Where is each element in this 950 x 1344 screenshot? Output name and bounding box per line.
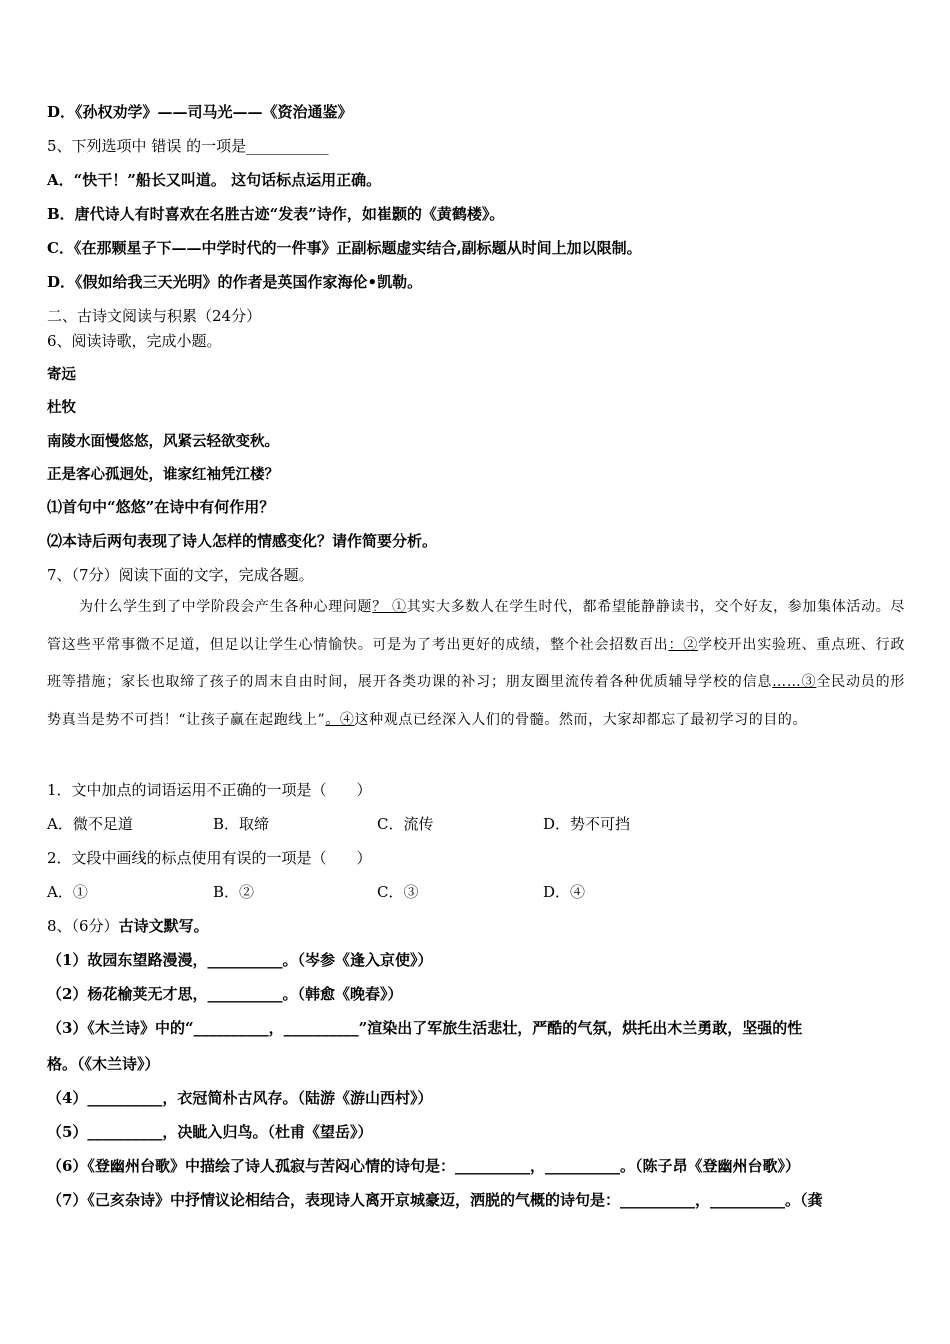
q8-item-1: （1）故园东望路漫漫，__________。（岑参《逢入京使》） bbox=[47, 951, 433, 969]
q7-sub-2-option-c: C．③ bbox=[377, 883, 419, 901]
q5-stem-error: 错误 bbox=[151, 137, 182, 155]
q8-stem bbox=[47, 915, 905, 937]
q7-sub-2-option-a: A．① bbox=[47, 883, 88, 901]
q6-poem-title: 寄远 bbox=[47, 366, 76, 383]
q8-item-4: （4）__________，衣冠简朴古风存。（陆游《游山西村》） bbox=[47, 1089, 433, 1107]
q5-answer-blank: ___________ bbox=[246, 137, 329, 155]
q8-item-7: （7）《己亥杂诗》中抒情议论相结合，表现诗人离开京城豪迈，洒脱的气概的诗句是：__________，__________。（龚 bbox=[47, 1191, 823, 1209]
passage-part-2: 其实大多数人在学生时代，都希望能静静读书，交个好友，参加集体活动。尽管这些平常事微不足道，但足以让学生心情愉快。可是为了考出更好的成绩，整个社会招数百出 bbox=[47, 599, 905, 653]
q8-item-5: （5）__________，决眦入归鸟。（杜甫《望岳》） bbox=[47, 1123, 373, 1141]
q7-sub-2-option-d: D．④ bbox=[543, 883, 586, 901]
q5-stem-suffix: 的一项是 bbox=[186, 137, 247, 155]
passage-part-1: 为什么学生到了中学阶段会产生各种心理问题 bbox=[79, 599, 373, 615]
q8-item-6: （6）《登幽州台歌》中描绘了诗人孤寂与苦闷心情的诗句是：__________，__________。（陈子昂《登幽州台歌》） bbox=[47, 1157, 800, 1175]
q6-sub-question-1: ⑴首句中“悠悠”在诗中有何作用？ bbox=[47, 498, 275, 516]
q7-sub-question-1: 1．文中加点的词语运用不正确的一项是（ ） bbox=[47, 781, 372, 799]
q7-sub-1-option-a: A．微不足道 bbox=[47, 815, 133, 833]
q7-sub-question-2: 2．文段中画线的标点使用有误的一项是（ ） bbox=[47, 849, 372, 867]
q5-stem-prefix: 5、下列选项中 bbox=[47, 137, 147, 155]
q6-poem-author: 杜牧 bbox=[47, 399, 76, 416]
q8-stem-prefix: 8、（6分） bbox=[47, 917, 119, 935]
q7-sub-1-option-d: D．势不可挡 bbox=[543, 815, 631, 833]
passage-part-3: 学校开出实验班、重点班、行政班等措施；家长也取缔了孩子的周末自由时间，展开各类功课的补习；朋友圈里流传着各种优质辅导学校的信息 bbox=[47, 636, 905, 691]
marked-punctuation-4: 。④ bbox=[325, 712, 355, 729]
q5-option-a: A．“快干！”船长又叫道。 这句话标点运用正确。 bbox=[47, 171, 382, 189]
q8-item-3-line-1: （3）《木兰诗》中的“__________，__________”渲染出了军旅生活悲壮，严酷的气氛，烘托出木兰勇敢，坚强的性 bbox=[47, 1019, 803, 1037]
q6-poem-line-1: 南陵水面慢悠悠，风紧云轻欲变秋。 bbox=[47, 433, 279, 450]
q5-option-b: B．唐代诗人有时喜欢在名胜古迹“发表”诗作，如崔颢的《黄鹤楼》。 bbox=[47, 205, 505, 223]
q7-sub-2-option-b: B．② bbox=[213, 883, 255, 901]
q8-item-2: （2）杨花榆荚无才思，__________。（韩愈《晚春》） bbox=[47, 985, 403, 1003]
q5-option-c: C．《在那颗星子下——中学时代的一件事》正副标题虚实结合,副标题从时间上加以限制。 bbox=[47, 239, 642, 257]
marked-punctuation-1: ？ ① bbox=[372, 599, 407, 615]
q7-sub-1-option-b: B．取缔 bbox=[213, 815, 270, 833]
passage-part-4: 全民动员的形势真当是势不可挡！“让孩子赢在起跑线上” bbox=[47, 674, 905, 729]
q7-passage bbox=[47, 589, 905, 740]
q4-option-d: D．《孙权劝学》——司马光——《资治通鉴》 bbox=[47, 103, 353, 121]
q5-option-d: D．《假如给我三天光明》的作者是英国作家海伦•凯勒。 bbox=[47, 273, 423, 291]
marked-punctuation-3: ……③ bbox=[772, 674, 817, 691]
passage-part-5: 这种观点已经深入人们的骨髓。然而，大家却都忘了最初学习的目的。 bbox=[354, 712, 808, 729]
q7-stem: 7、（7分）阅读下面的文字，完成各题。 bbox=[47, 566, 314, 584]
q7-sub-1-option-c: C．流传 bbox=[377, 815, 434, 833]
section-2-title: 二、古诗文阅读与积累（24分） bbox=[47, 307, 262, 325]
marked-punctuation-2: ：② bbox=[668, 636, 699, 653]
q8-stem-title: 古诗文默写。 bbox=[118, 917, 209, 935]
q8-item-3-line-2: 格。（《木兰诗》） bbox=[47, 1055, 160, 1073]
q6-sub-question-2: ⑵本诗后两句表现了诗人怎样的情感变化？请作简要分析。 bbox=[47, 532, 438, 550]
q6-poem-line-2: 正是客心孤迥处，谁家红袖凭江楼？ bbox=[47, 466, 279, 483]
q6-stem: 6、阅读诗歌，完成小题。 bbox=[47, 332, 222, 350]
q5-stem bbox=[47, 135, 905, 157]
